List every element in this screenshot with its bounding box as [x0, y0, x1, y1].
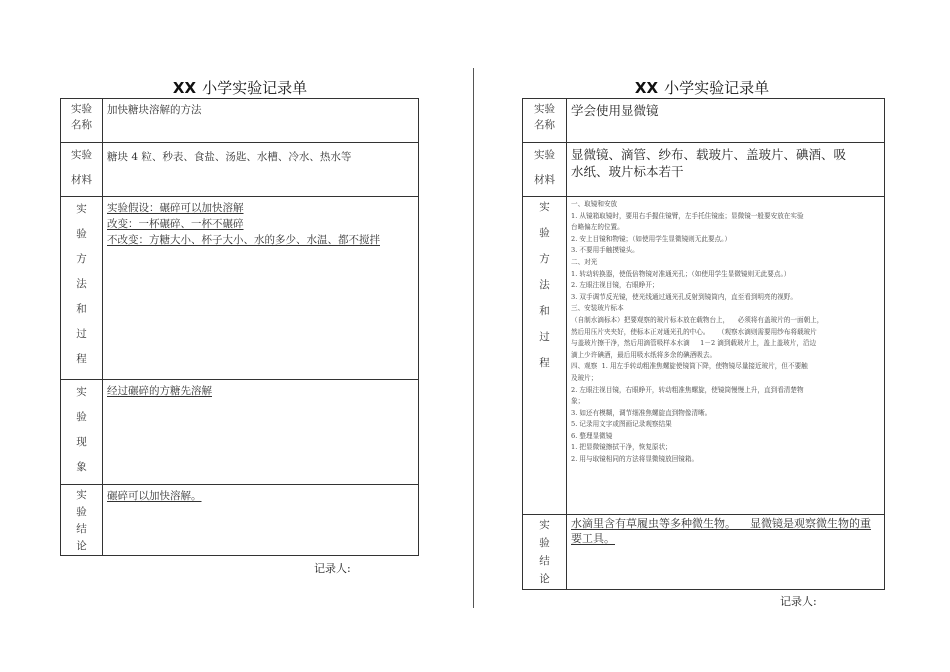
right-value-material: 显微镜、滴管、纱布、载玻片、盖玻片、碘酒、吸 水纸、玻片标本若干	[567, 143, 885, 197]
right-row-name	[523, 99, 885, 143]
left-row-name	[61, 99, 419, 143]
right-recorder-label: 记录人:	[780, 595, 817, 608]
left-value-method	[103, 197, 419, 380]
right-record-table	[522, 98, 885, 590]
method-line: 3. 双手调节反光镜，使光线通过通光孔反射到镜筒内，直至看到明亮的视野。	[571, 292, 797, 301]
left-row-material	[61, 143, 419, 197]
method-line: （自制水滴标本）把要观察的玻片标本放在载物台上， 必须将有盖玻片的一面朝上，	[571, 315, 824, 324]
method-line: 1. 从镜箱取镜时，要用右手握住镜臂，左手托住镜座；显微镜一般要安放在实验	[571, 211, 804, 220]
left-label-phenomenon: 实 验 现 象	[61, 380, 103, 485]
method-line: 台略偏左的位置。	[571, 223, 624, 232]
method-line: 一、取镜和安放	[571, 200, 618, 208]
method-line: 2. 左眼注视目镜，右眼睁开，转动粗准焦螺旋，使镜筒慢慢上升，直到看清楚物	[571, 385, 804, 394]
right-row-method	[523, 197, 885, 515]
left-title-suffix: 小学实验记录单	[202, 79, 308, 97]
page-divider	[473, 68, 474, 608]
right-method-lines	[571, 199, 880, 466]
method-line: 1. 转动转换器，使低倍物镜对准通光孔；（如使用学生显微镜则无此要点。）	[571, 269, 791, 278]
left-value-material: 糖块 4 粒、秒表、食盐、汤匙、水槽、冷水、热水等	[103, 143, 419, 197]
method-line: 象；	[571, 397, 585, 406]
right-label-material: 实验 材料	[523, 143, 567, 197]
method-line: 3. 如还有模糊，调节细准焦螺旋直到物像清晰。	[571, 408, 712, 417]
left-hypothesis: 实验假设：碾碎可以加快溶解	[107, 202, 244, 214]
left-title-prefix: XX	[172, 79, 197, 97]
left-row-phenomenon	[61, 380, 419, 485]
right-value-method	[567, 197, 885, 515]
left-value-name: 加快糖块溶解的方法	[103, 99, 419, 143]
method-line: 1. 把显微镜擦拭干净，恢复原状；	[571, 443, 672, 452]
left-record-table	[60, 98, 419, 556]
method-line: 二、对光	[571, 257, 598, 266]
left-value-conclusion: 碾碎可以加快溶解。	[103, 485, 419, 556]
right-row-material	[523, 143, 885, 197]
method-line: 3. 不要用手触摸镜头。	[571, 246, 639, 255]
right-label-method: 实 验 方 法 和 过 程	[523, 197, 567, 515]
left-sheet-title	[60, 77, 420, 98]
right-label-conclusion: 实 验 结 论	[523, 515, 567, 590]
left-label-material: 实验 材料	[61, 143, 103, 197]
method-line: 5. 记录用文字或图画记录观察结果	[571, 420, 672, 429]
method-line: 及玻片；	[571, 373, 598, 382]
right-title-suffix: 小学实验记录单	[664, 79, 770, 97]
left-label-conclusion: 实 验 结 论	[61, 485, 103, 556]
left-recorder-label: 记录人:	[314, 562, 351, 575]
left-change: 改变：一杯碾碎、一杯不碾碎	[107, 218, 244, 230]
left-row-conclusion	[61, 485, 419, 556]
method-line: 然后用压片夹夹好，使标本正对通光孔的中心。 （观察水滴则需要用纱布将载玻片	[571, 327, 817, 336]
right-label-name: 实验 名称	[523, 99, 567, 143]
right-sheet-title	[522, 77, 882, 98]
left-label-name: 实验 名称	[61, 99, 103, 143]
method-line: 滴上少许碘酒，最后用吸水纸将多余的碘酒吸去。	[571, 350, 717, 359]
method-line: 2. 安上目镜和物镜；（如使用学生显微镜则无此要点。）	[571, 234, 732, 243]
method-line: 三、安装玻片标本	[571, 304, 624, 313]
left-value-phenomenon: 经过碾碎的方糖先溶解	[103, 380, 419, 485]
left-row-method	[61, 197, 419, 380]
left-unchanged: 不改变：方糖大小、杯子大小、水的多少、水温、都不搅拌	[107, 234, 380, 246]
method-line: 2. 用与取镜相同的方法将显微镜放回镜箱。	[571, 455, 699, 464]
left-label-method: 实 验 方 法 和 过 程	[61, 197, 103, 380]
right-value-name: 学会使用显微镜	[567, 99, 885, 143]
method-line: 6. 整理显微镜	[571, 431, 613, 440]
method-line: 2. 左眼注视目镜，右眼睁开；	[571, 281, 659, 290]
method-line: 四、观察 1. 用左手转动粗准焦螺旋使镜筒下降，使物镜尽量接近玻片，但不要触	[571, 362, 808, 371]
method-line: 与盖玻片擦干净，然后用滴管吸样本水滴 1－2 滴到载玻片上，盖上盖玻片，沿边	[571, 339, 817, 348]
right-title-prefix: XX	[634, 79, 659, 97]
right-value-conclusion: 水滴里含有草履虫等多种微生物。 显微镜是观察微生物的重 要工具。	[567, 515, 885, 590]
right-row-conclusion	[523, 515, 885, 590]
